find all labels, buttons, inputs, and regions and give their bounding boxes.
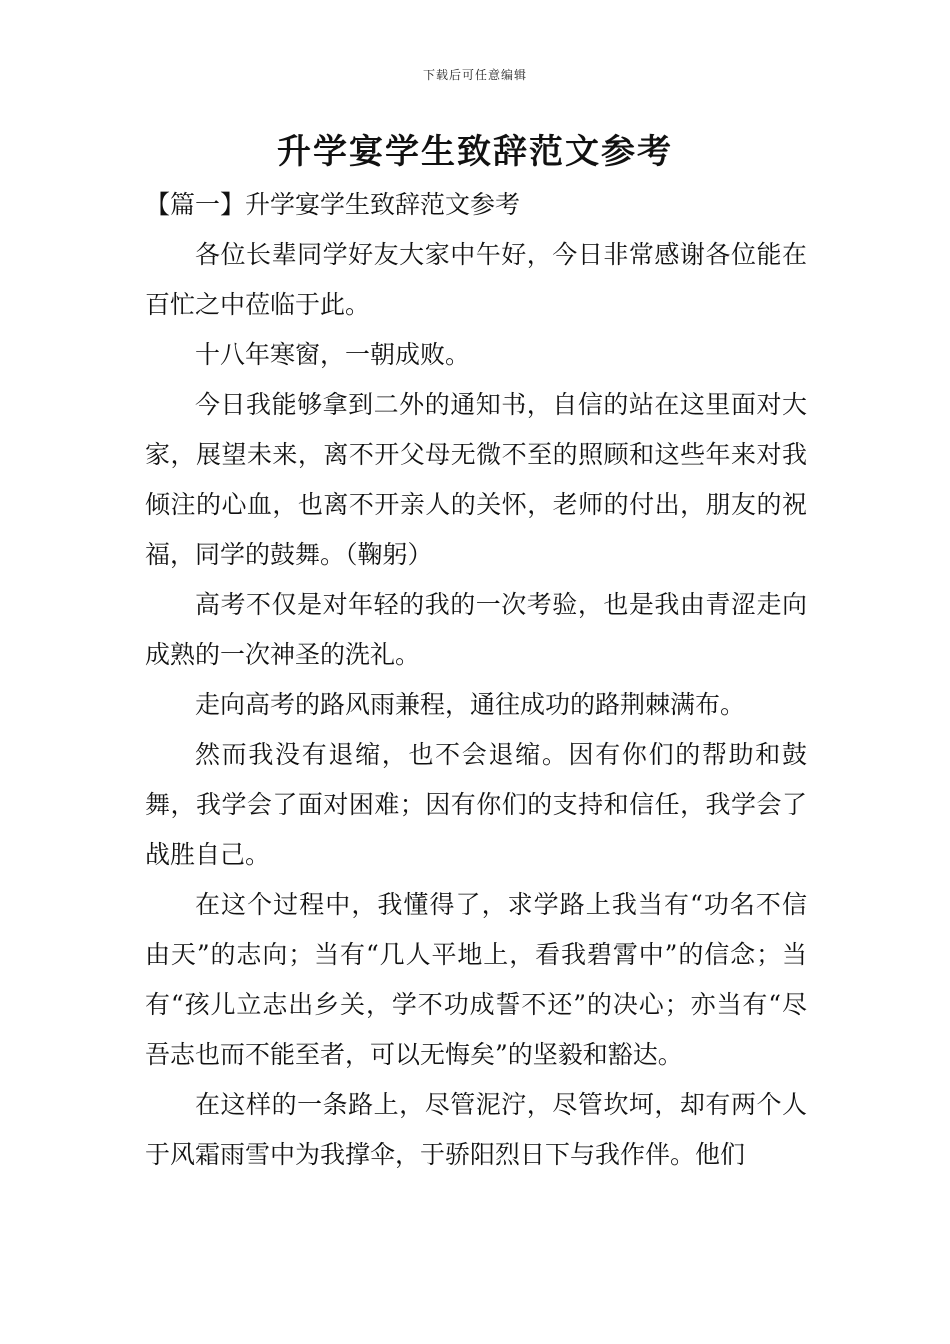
document-body: [145, 180, 807, 1180]
paragraph-5: 走向高考的路风雨兼程，通往成功的路荆棘满布。: [195, 690, 746, 719]
page-header-note: 下载后可任意编辑: [422, 68, 527, 82]
paragraph-8: 在这样的一条路上，尽管泥泞，尽管坎坷，却有两个人于风霜雨雪中为我撑伞，于骄阳烈日下与我作伴。他们: [145, 1090, 807, 1169]
section-heading: 【篇一】升学宴学生致辞范文参考: [145, 190, 521, 219]
paragraph-1: 各位长辈同学好友大家中午好，今日非常感谢各位能在百忙之中莅临于此。: [145, 240, 807, 319]
paragraph-4: 高考不仅是对年轻的我的一次考验，也是我由青涩走向成熟的一次神圣的洗礼。: [145, 590, 807, 669]
paragraph-7: 在这个过程中，我懂得了，求学路上我当有“功名不信由天”的志向；当有“几人平地上，看我碧霄中”的信念；当有“孩儿立志出乡关，学不功成誓不还”的决心；亦当有“尽吾志也而不能至者，可以无悔矣”的坚毅和豁达。: [145, 890, 807, 1069]
paragraph-3: 今日我能够拿到二外的通知书，自信的站在这里面对大家，展望未来，离不开父母无微不至的照顾和这些年来对我倾注的心血，也离不开亲人的关怀，老师的付出，朋友的祝福，同学的鼓舞。（鞠躬）: [145, 390, 807, 569]
paragraph-6: 然而我没有退缩，也不会退缩。因有你们的帮助和鼓舞，我学会了面对困难；因有你们的支持和信任，我学会了战胜自己。: [145, 740, 807, 869]
paragraph-2: 十八年寒窗，一朝成败。: [195, 340, 471, 369]
document-title: 升学宴学生致辞范文参考: [277, 132, 673, 172]
